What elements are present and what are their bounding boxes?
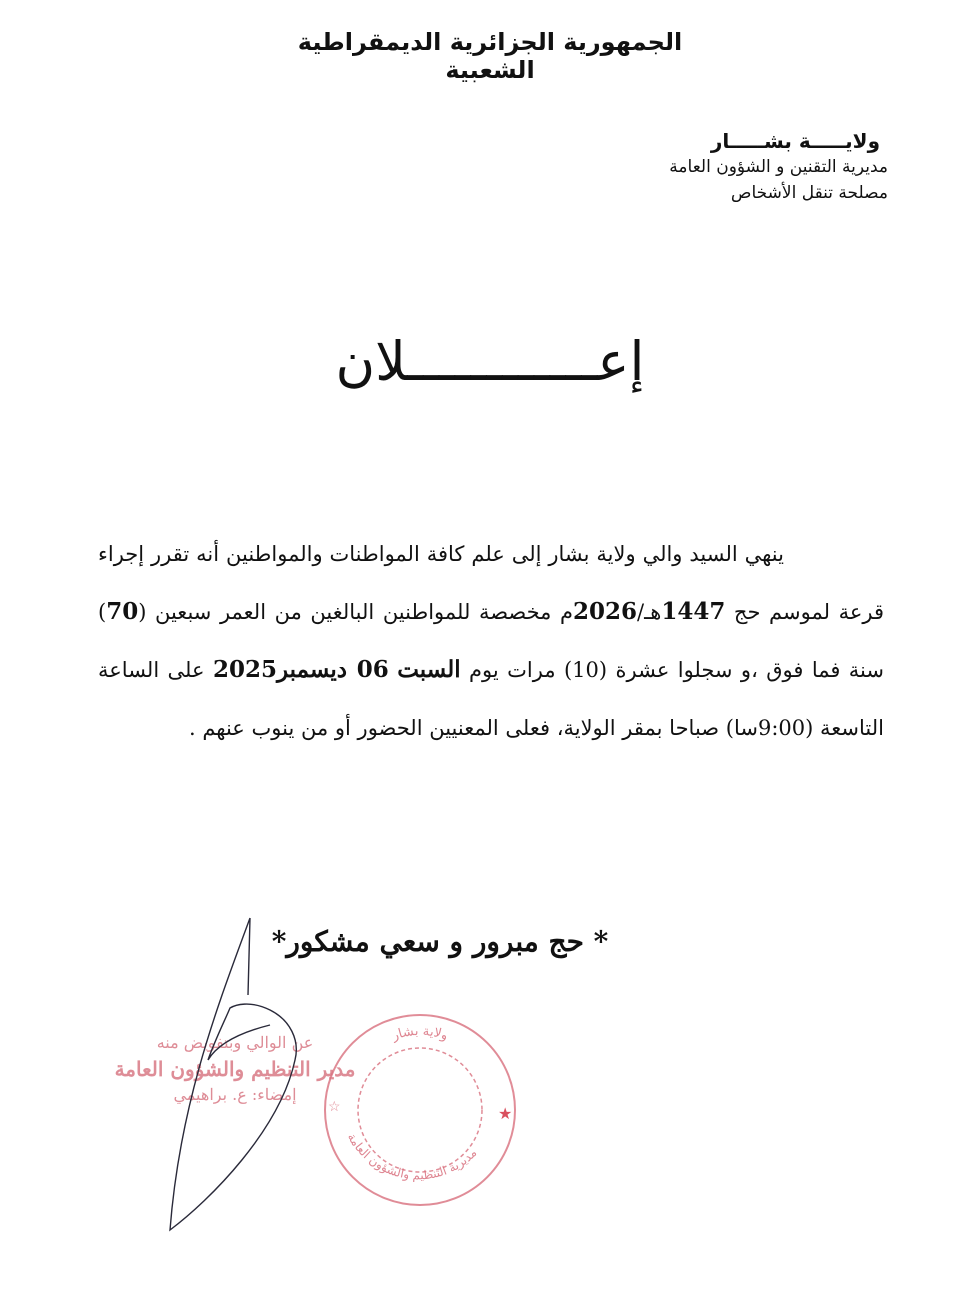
gregorian-year: 2026 — [573, 598, 638, 625]
draw-day: السبت — [397, 656, 461, 683]
body-paragraph — [98, 525, 884, 757]
wilaya-name: ولايـــــة بشـــــار — [710, 129, 880, 153]
closing-wish: * حج مبرور و سعي مشكور* — [271, 925, 609, 958]
directorate-name: مديرية التقنين و الشؤون العامة — [669, 157, 888, 177]
body-text-1: ينهي السيد والي ولاية بشار إلى علم كافة المواطنات والمواطنين أنه تقرر إجراء قرعة لموسم حج — [98, 542, 884, 624]
stamp-line-2: مدير التنظيم والشؤون العامة — [114, 1057, 356, 1081]
body-text-4: على الساعة التاسعة (9:00سا) صباحا بمقر الولاية، فعلى المعنيين الحضور أو من ينوب عنهم . — [98, 658, 884, 740]
year-separator: هـ/ — [637, 600, 662, 624]
age-value: 70 — [106, 598, 139, 625]
seal-top-text: ولاية بشار — [390, 1023, 450, 1044]
stamp-line-1: عن الوالي وبتفويض منه — [156, 1033, 314, 1052]
signature-stroke — [170, 918, 296, 1230]
svg-text:ولاية بشار — [389, 1024, 450, 1044]
body-text-3: ) سنة فما فوق ،و سجلوا عشرة (10) مرات يوم — [98, 600, 884, 682]
handwritten-signature — [140, 900, 310, 1260]
draw-date: 06 ديسمبر2025 — [212, 656, 389, 683]
seal-star-icon: ★ — [498, 1104, 513, 1123]
announcement-body — [98, 525, 884, 757]
official-seal — [310, 995, 520, 1215]
issuing-office — [568, 128, 888, 206]
service-name: مصلحة تنقل الأشخاص — [730, 183, 888, 203]
seal-star-icon: ☆ — [328, 1099, 341, 1115]
hijri-year: 1447 — [661, 598, 726, 625]
country-header: الجمهورية الجزائرية الديمقراطية الشعبية — [297, 28, 683, 84]
announcement-title: إعــــــــــــلان — [335, 330, 645, 393]
body-text-2: م مخصصة للمواطنين البالغين من العمر سبعين ( — [138, 600, 574, 624]
seal-bottom-text: مديرية التنظيم والشؤون العامة — [344, 1130, 480, 1183]
stamp-line-3: إمضاء: ع. براهيمي — [173, 1085, 297, 1104]
